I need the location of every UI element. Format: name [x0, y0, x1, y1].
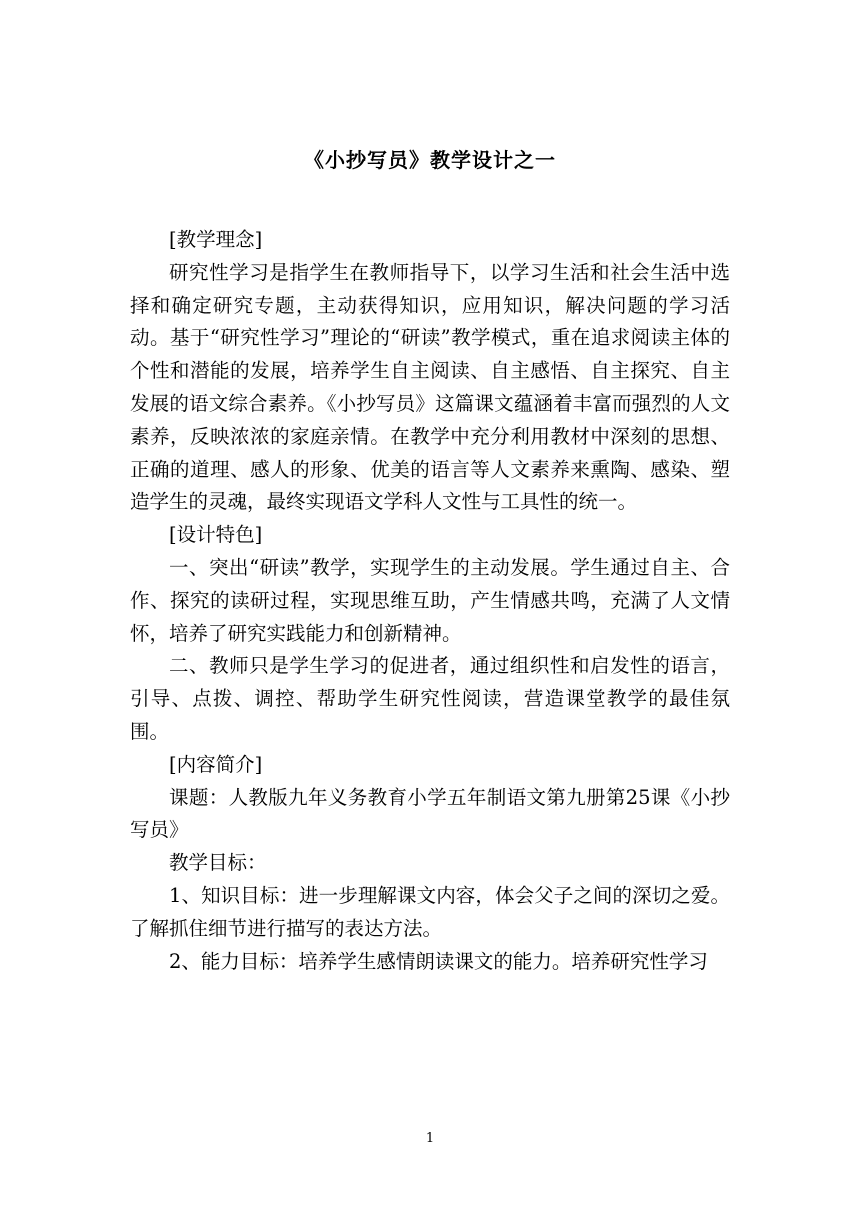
section-heading-teaching-philosophy: [教学理念]: [169, 228, 263, 251]
paragraph-ability-goal: 2、能力目标：培养学生感情朗读课文的能力。培养研究性学习: [169, 949, 708, 973]
document-title: 《小抄写员》教学设计之一: [304, 148, 556, 172]
paragraph-design-feature-1: 一、突出“研读”教学，实现学生的主动发展。学生通过自主、合作、探究的读研过程，实现思维互助，产生情感共鸣，充满了人文情怀，培养了研究实践能力和创新精神。: [130, 555, 730, 645]
paragraph-lesson-topic: 课题：人教版九年义务教育小学五年制语文第九册第25课《小抄写员》: [130, 785, 730, 842]
paragraph-teaching-philosophy: 研究性学习是指学生在教师指导下，以学习生活和社会生活中选择和确定研究专题，主动获得知识，应用知识，解决问题的学习活动。基于“研究性学习”理论的“研读”教学模式，重在追求阅读主体的个性和潜能的发展，培养学生自主阅读、自主感悟、自主探究、自主发展的语文综合素养。《小抄写员》这篇课文蕴涵着丰富而强烈的人文素养，反映浓浓的家庭亲情。在教学中充分利用教材中深刻的思想、正确的道理、感人的形象、优美的语言等人文素养来熏陶、感染、塑造学生的灵魂，最终实现语文学科人文性与工具性的统一。: [130, 260, 730, 514]
document-body: [130, 224, 730, 978]
paragraph-knowledge-goal: 1、知识目标：进一步理解课文内容，体会父子之间的深切之爱。了解抓住细节进行描写的表达方法。: [130, 883, 730, 940]
paragraph-design-feature-2: 二、教师只是学生学习的促进者，通过组织性和启发性的语言，引导、点拨、调控、帮助学生研究性阅读，营造课堂教学的最佳氛围。: [130, 654, 730, 743]
paragraph-teaching-goals-label: 教学目标：: [169, 851, 267, 875]
section-heading-content-intro: [内容简介]: [169, 752, 263, 776]
section-heading-design-features: [设计特色]: [169, 523, 263, 547]
page-number: 1: [425, 1131, 435, 1146]
